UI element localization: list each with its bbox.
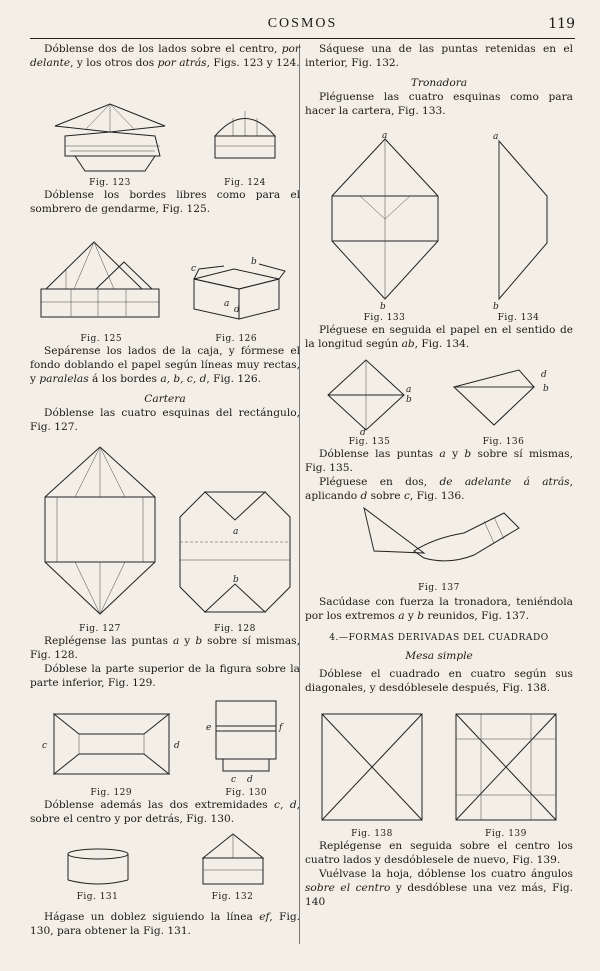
figure-row-138-139 bbox=[305, 699, 573, 839]
fig-label: e bbox=[206, 723, 212, 733]
paragraph: Replégense en seguida sobre el centro los cuatro lados y desdóblesele de nuevo, Fig. 139. bbox=[305, 840, 573, 866]
paragraph: Dóblense las puntas a y b sobre sí mismas, Fig. 135. bbox=[305, 448, 573, 474]
fig-label: b bbox=[542, 384, 549, 394]
section-heading: 4.—FORMAS DERIVADAS DEL CUADRADO bbox=[329, 633, 549, 643]
figure-136 bbox=[449, 365, 559, 447]
journal-title: COSMOS bbox=[267, 16, 338, 31]
figure-caption: Fig. 138 bbox=[351, 829, 393, 839]
fig-123-drawing bbox=[45, 96, 175, 176]
paragraph: Vuélvase la hoja, dóblense los cuatro ángulos sobre el centro y desdóblese una vez más, Fig. 140 bbox=[305, 868, 573, 908]
figure-row-123-124 bbox=[30, 70, 300, 188]
figure-caption: Fig. 136 bbox=[482, 437, 525, 447]
figure-caption: Fig. 127 bbox=[79, 624, 121, 634]
paragraph: Pléguese en seguida el papel en el sentido de la longitud según ab, Fig. 134. bbox=[305, 324, 573, 350]
figure-132 bbox=[193, 830, 273, 902]
figure-caption: Fig. 137 bbox=[418, 583, 460, 593]
fig-label: a bbox=[381, 131, 387, 141]
fig-label: b bbox=[379, 302, 386, 311]
paragraph: Dóblense las cuatro esquinas del rectángulo, Fig. 127. bbox=[30, 407, 300, 433]
figure-133 bbox=[320, 131, 450, 323]
section-heading: Cartera bbox=[144, 393, 186, 405]
figure-124 bbox=[205, 96, 285, 188]
section-heading: Tronadora bbox=[410, 77, 468, 89]
paragraph: Replégense las puntas a y b sobre sí mismas, Fig. 128. bbox=[30, 635, 300, 661]
figure-138 bbox=[317, 709, 427, 839]
fig-label: b bbox=[492, 302, 499, 311]
paragraph: Dóblese la parte superior de la figura sobre la parte inferior, Fig. 129. bbox=[30, 663, 300, 689]
paragraph: Dóblense los bordes libres como para el sombrero de gendarme, Fig. 125. bbox=[30, 189, 300, 215]
figure-row-127-128 bbox=[30, 434, 300, 634]
fig-label: d bbox=[233, 305, 240, 315]
fig-label: d bbox=[247, 775, 254, 785]
figure-137 bbox=[305, 503, 573, 595]
figure-129 bbox=[39, 706, 184, 798]
fig-129-drawing bbox=[39, 706, 184, 786]
fig-134-drawing bbox=[479, 131, 559, 311]
paragraph: Sacúdase con fuerza la tronadora, teniéndola por los extremos a y b reunidos, Fig. 137. bbox=[305, 596, 573, 622]
fig-125-drawing bbox=[36, 234, 166, 332]
paragraph: Dóblense dos de los lados sobre el centro, por delante, y los otros dos por atrás, Figs. 123 y 124. bbox=[30, 43, 300, 69]
fig-132-drawing bbox=[193, 830, 273, 890]
fig-131-drawing bbox=[58, 844, 138, 890]
figure-caption: Fig. 132 bbox=[211, 892, 254, 902]
fig-label: b bbox=[233, 575, 239, 585]
fig-label: b bbox=[405, 395, 412, 405]
figure-131 bbox=[58, 844, 138, 902]
fig-label: d bbox=[540, 370, 547, 380]
fig-label: d bbox=[173, 741, 180, 751]
fig-label: a bbox=[405, 385, 411, 395]
figure-123 bbox=[45, 96, 175, 188]
fig-label: c bbox=[41, 741, 47, 751]
fig-label: c bbox=[231, 775, 237, 785]
figure-caption: Fig. 126 bbox=[215, 334, 258, 344]
fig-label: c bbox=[190, 264, 196, 274]
subsection-heading: Mesa simple bbox=[405, 650, 473, 662]
fig-136-drawing bbox=[449, 365, 559, 435]
figure-caption: Fig. 139 bbox=[485, 829, 527, 839]
fig-124-drawing bbox=[205, 96, 285, 176]
paragraph: Dóblese el cuadrado en cuatro según sus diagonales, y desdóblesele después, Fig. 138. bbox=[305, 668, 573, 694]
fig-label: a bbox=[233, 527, 239, 537]
fig-139-drawing bbox=[451, 709, 561, 827]
figure-row-129-130 bbox=[30, 690, 300, 798]
figure-caption: Fig. 133 bbox=[363, 313, 406, 323]
figure-row-133-134 bbox=[305, 118, 573, 323]
figure-134 bbox=[479, 131, 559, 323]
figure-139 bbox=[451, 709, 561, 839]
figure-row-131-132 bbox=[30, 826, 300, 902]
fig-126-drawing bbox=[179, 234, 294, 332]
figure-135 bbox=[320, 355, 420, 447]
fig-137-drawing bbox=[354, 503, 524, 581]
fig-138-drawing bbox=[317, 709, 427, 827]
figure-caption: Fig. 130 bbox=[225, 788, 268, 798]
figure-caption: Fig. 129 bbox=[90, 788, 133, 798]
figure-126 bbox=[179, 234, 294, 344]
figure-130 bbox=[201, 696, 291, 798]
fig-label: f bbox=[279, 723, 283, 733]
figure-caption: Fig. 123 bbox=[89, 178, 131, 188]
fig-label: d bbox=[359, 428, 366, 435]
right-column bbox=[305, 42, 573, 909]
figure-row-125-126 bbox=[30, 216, 300, 344]
fig-135-drawing bbox=[320, 355, 420, 435]
paragraph: Sáquese una de las puntas retenidas en el interior, Fig. 132. bbox=[305, 43, 573, 69]
paragraph: Pléguense las cuatro esquinas como para hacer la cartera, Fig. 133. bbox=[305, 91, 573, 117]
fig-128-drawing bbox=[175, 482, 295, 622]
paragraph: Pléguese en dos, de adelante á atrás, aplicando d sobre c, Fig. 136. bbox=[305, 476, 573, 502]
paragraph: Dóblense además las dos extremidades c, d, sobre el centro y por detrás, Fig. 130. bbox=[30, 799, 300, 825]
figure-caption: Fig. 135 bbox=[348, 437, 391, 447]
page-number: 119 bbox=[548, 16, 575, 32]
figure-caption: Fig. 134 bbox=[497, 313, 540, 323]
fig-127-drawing bbox=[35, 442, 165, 622]
fig-130-drawing bbox=[201, 696, 291, 786]
figure-128 bbox=[175, 482, 295, 634]
running-header bbox=[30, 14, 575, 39]
left-column bbox=[30, 42, 300, 938]
fig-label: a bbox=[223, 299, 230, 309]
figure-127 bbox=[35, 442, 165, 634]
paragraph: Hágase un doblez siguiendo la línea ef, Fig. 130, para obtener la Fig. 131. bbox=[30, 911, 300, 937]
figure-caption: Fig. 128 bbox=[214, 624, 256, 634]
figure-caption: Fig. 124 bbox=[224, 178, 266, 188]
fig-133-drawing bbox=[320, 131, 450, 311]
fig-label: a bbox=[492, 132, 498, 142]
fig-label: b bbox=[250, 257, 257, 267]
paragraph: Sepárense los lados de la caja, y fórmese el fondo doblando el papel según líneas muy rectas, y paralelas á los bordes a, b, c, d, Fig. 126. bbox=[30, 345, 300, 385]
figure-caption: Fig. 131 bbox=[76, 892, 119, 902]
figure-row-135-136 bbox=[305, 351, 573, 447]
figure-125 bbox=[36, 234, 166, 344]
figure-caption: Fig. 125 bbox=[80, 334, 123, 344]
